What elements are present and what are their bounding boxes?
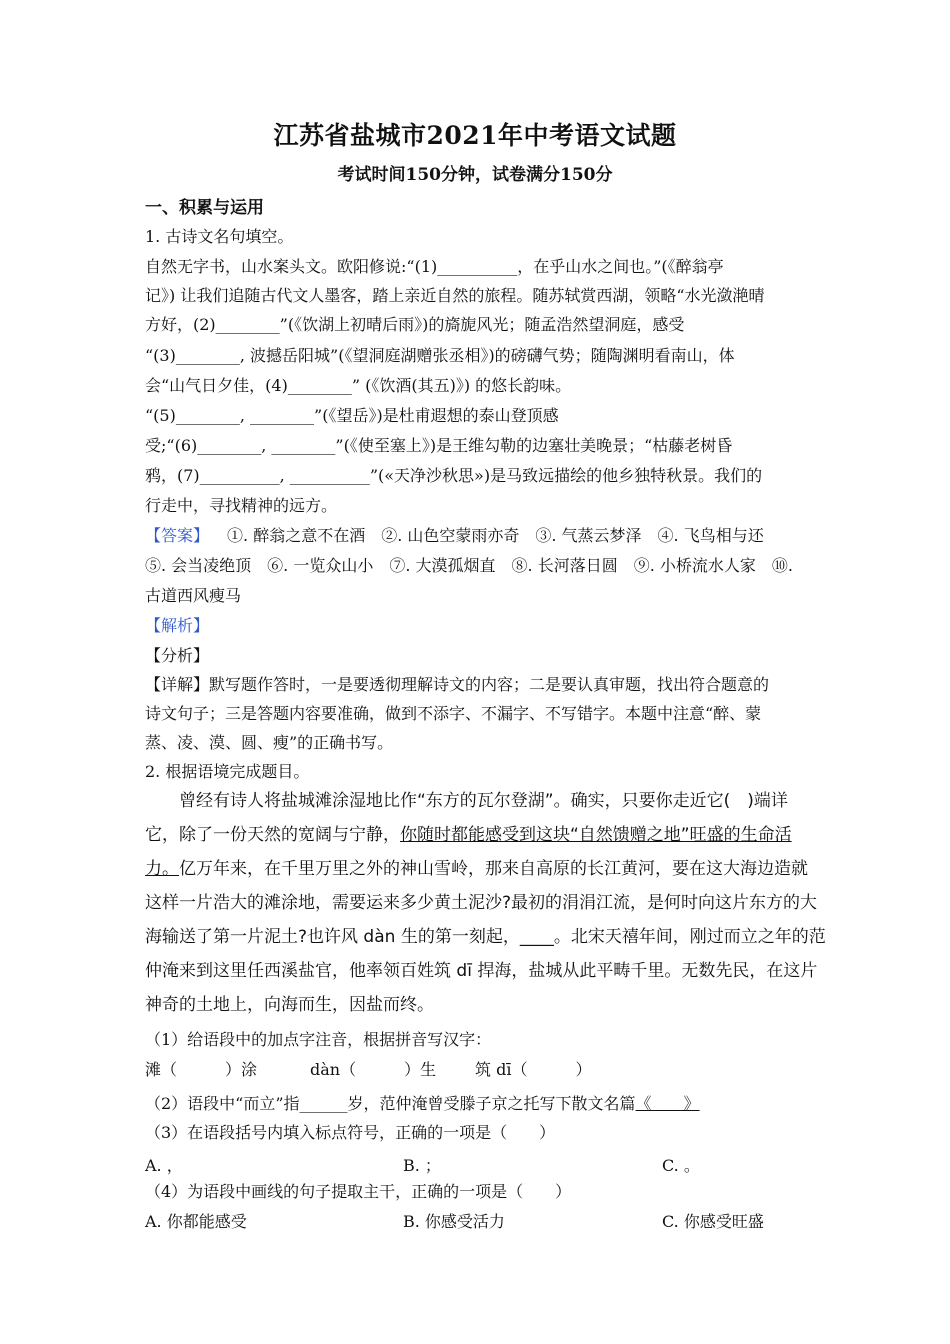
detail-line: 【详解】默写题作答时，一是要透彻理解诗文的内容；二是要认真审题，找出符合题意的 <box>145 675 770 694</box>
detail-line: 诗文句子；三是答题内容要准确，做到不添字、不漏字、不写错字。本题中注意“醉、蒙 <box>145 704 762 723</box>
detail-line: 蒸、凌、漠、圆、瘦”的正确书写。 <box>145 733 394 752</box>
q1-text-line: “(3)________, 波撼岳阳城”(《望洞庭湖赠张丞相》)的磅礴气势；随陶渊明看南山，体 <box>145 346 735 365</box>
section-heading: 一、积累与运用 <box>145 198 264 218</box>
sub-question: （1）给语段中的加点字注音，根据拼音写汉字： <box>145 1030 492 1049</box>
q1-text-line: 受;“(6)________, ________”(《使至塞上》)是王维勾勒的边塞壮美晚景；“枯藤老树昏 <box>145 436 733 455</box>
exam-info: 考试时间150分钟，试卷满分150分 <box>337 165 613 185</box>
q1-title: 1. 古诗文名句填空。 <box>145 227 294 246</box>
underlined-sentence: 你随时都能感受到这块“自然馈赠之地”旺盛的生命活 <box>400 825 792 845</box>
answer-line: ⑤. 会当凌绝顶 ⑥. 一览众山小 ⑦. 大漠孤烟直 ⑧. 长河落日圆 ⑨. 小桥流水人家 ⑩. <box>145 556 793 575</box>
blank-di: 筑 dī（ ） <box>475 1060 592 1079</box>
blank-dan: dàn（ ）生 <box>310 1060 437 1079</box>
passage-line: 海输送了第一片泥土?也许风 dàn 生的第一刻起，____。北宋天禧年间，刚过而立之年的范 <box>145 927 826 947</box>
q1-text-line: “(5)________, ________”(《望岳》)是杜甫遐想的泰山登顶感 <box>145 406 559 425</box>
fenxi-label: 【分析】 <box>145 646 210 665</box>
q1-text-line: 会“山气日夕佳，(4)________” (《饮酒(其五)》) 的悠长韵味。 <box>145 376 572 395</box>
article-blank: 《 》 <box>635 1094 700 1113</box>
option-a: A. 你都能感受 <box>145 1212 247 1231</box>
analysis-label: 【解析】 <box>145 616 210 635</box>
option-c: C. 。 <box>662 1156 700 1175</box>
passage-line: 这样一片浩大的滩涂地，需要运来多少黄土泥沙?最初的涓涓江流，是何时向这片东方的大 <box>145 893 818 913</box>
sub-question: （3）在语段括号内填入标点符号，正确的一项是（ ） <box>145 1123 556 1142</box>
option-a: A. ， <box>145 1156 183 1175</box>
blank-tan: 滩（ ）涂 <box>145 1060 258 1079</box>
q1-text-line: 鸦，(7)__________, __________”(«天净沙秋思»)是马致远描绘的他乡独特秋景。我们的 <box>145 466 763 485</box>
q1-text-line: 行走中，寻找精神的远方。 <box>145 496 338 515</box>
sub-question: （2）语段中“而立”指______岁，范仲淹曾受滕子京之托写下散文名篇《 》 <box>145 1094 700 1113</box>
underlined-sentence: 力。 <box>145 859 179 879</box>
page-title: 江苏省盐城市2021年中考语文试题 <box>273 121 677 150</box>
passage-line: 神奇的土地上，向海而生，因盐而终。 <box>145 995 434 1015</box>
passage-line: 它，除了一份天然的宽阔与宁静，你随时都能感受到这块“自然馈赠之地”旺盛的生命活 <box>145 825 792 845</box>
option-b: B. 你感受活力 <box>403 1212 505 1231</box>
sub-question: （4）为语段中画线的句子提取主干，正确的一项是（ ） <box>145 1182 572 1201</box>
option-b: B. ； <box>403 1156 441 1175</box>
passage-line: 仲淹来到这里任西溪盐官，他率领百姓筑 dī 捍海，盐城从此平畴千里。无数先民，在这片 <box>145 961 818 981</box>
q1-text-line: 记》) 让我们追随古代文人墨客，踏上亲近自然的旅程。随苏轼赏西湖，领略“水光潋滟晴 <box>145 286 765 305</box>
answer-text: ①. 醉翁之意不在酒 ②. 山色空蒙雨亦奇 ③. 气蒸云梦泽 ④. 飞鸟相与还 <box>227 526 764 545</box>
passage-line: 曾经有诗人将盐城滩涂湿地比作“东方的瓦尔登湖”。确实，只要你走近它( )端详 <box>179 791 788 811</box>
answer-label: 【答案】 <box>145 526 210 545</box>
answer-line <box>145 525 815 547</box>
q1-text-line: 方好，(2)________”(《饮湖上初晴后雨》)的旖旎风光；随孟浩然望洞庭，感受 <box>145 315 685 334</box>
pinyin-row <box>145 1059 815 1081</box>
option-c: C. 你感受旺盛 <box>662 1212 764 1231</box>
q1-text-line: 自然无字书，山水案头文。欧阳修说:“(1)__________，在乎山水之间也。”(《醉翁亭 <box>145 257 724 276</box>
answer-line: 古道西风瘦马 <box>145 586 242 605</box>
q2-title: 2. 根据语境完成题目。 <box>145 762 310 781</box>
q2-passage <box>145 784 826 1022</box>
passage-line: 力。亿万年来，在千里万里之外的神山雪岭，那来自高原的长江黄河，要在这大海边造就 <box>145 859 808 879</box>
